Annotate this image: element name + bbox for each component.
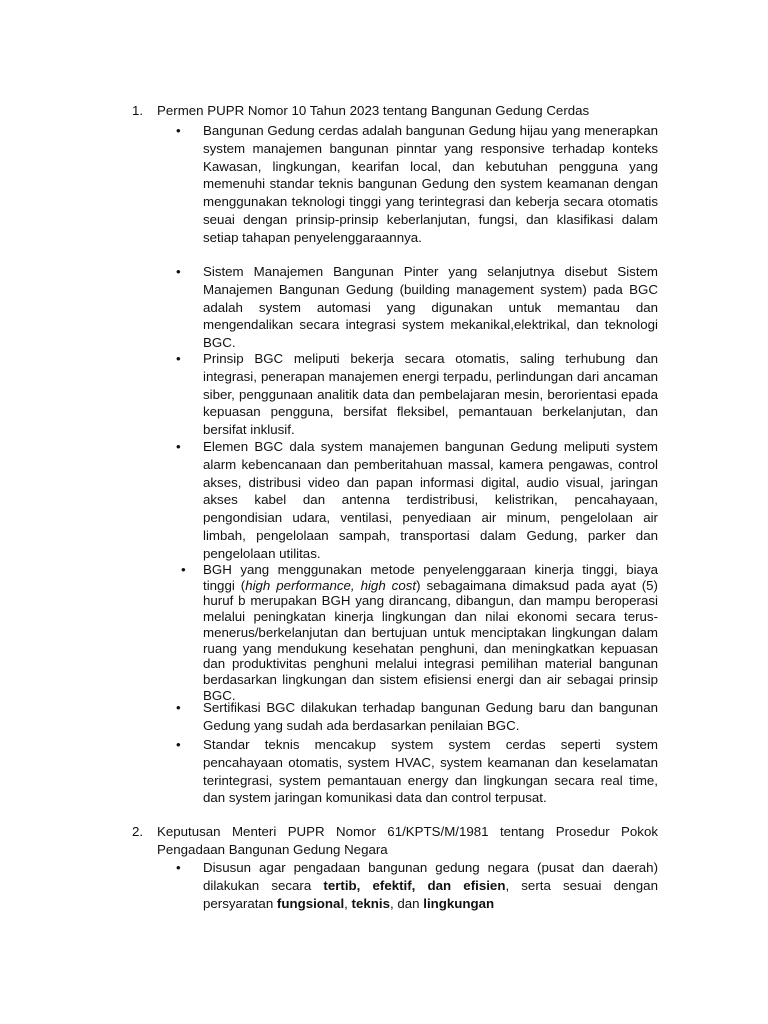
bullet-text-part: , bbox=[344, 895, 352, 911]
bullet-icon: • bbox=[176, 439, 181, 454]
bullet-icon: • bbox=[176, 860, 181, 875]
bullet-icon: • bbox=[181, 562, 186, 577]
bullet-text-bold: fungsional bbox=[276, 895, 345, 911]
bullet-text-part: BGH yang menggunakan metode penyelenggaraan kinerja tinggi, biaya tinggi ( bbox=[203, 562, 658, 593]
bullet-text: Standar teknis mencakup system system cerdas seperti system pencahayaan otomatis, system HVAC, system keamanan dan keselamatan terintegrasi, system pemantauan energy dan lingkungan secara real time, dan system jaringan komunikasi data dan control terpusat. bbox=[203, 737, 658, 806]
bullet-text-part: Disusun agar pengadaan bangunan gedung negara (pusat dan daerah) dilakukan secara bbox=[203, 860, 658, 893]
bullet-text: Prinsip BGC meliputi bekerja secara otomatis, saling terhubung dan integrasi, penerapan manajemen energi terpadu, perlindungan dari ancaman siber, penggunaan analitik data dan pembelajaran mesin, berorientasi epada kepuasan pengguna, bersifat fleksibel, pemantauan berkelanjutan, dan bersifat inklusif. bbox=[203, 351, 658, 438]
bullet-text-part: , dan bbox=[389, 895, 424, 911]
bullet-text bbox=[203, 562, 658, 703]
bullet-text: Elemen BGC dala system manajemen bangunan Gedung meliputi system alarm kebencanaan dan pemberitahuan massal, kamera pengawas, control akses, distribusi video dan papan informasi digital, audio visual, jaringan akses kabel dan antenna terdistribusi, kelistrikan, pencahayaan, pengondisian udara, ventilasi, penyediaan air minum, pengelolaan air limbah, pengelolaan sampah, transportasi dalam Gedung, parker dan pengelolaan utilitas. bbox=[203, 439, 658, 561]
list-item-title: Keputusan Menteri PUPR Nomor 61/KPTS/M/1981 tentang Prosedur Pokok Pengadaan Bangunan Gedung Negara bbox=[157, 824, 658, 857]
bullet-icon: • bbox=[176, 700, 181, 715]
bullet-text bbox=[203, 859, 658, 912]
bullet-icon: • bbox=[176, 351, 181, 366]
bullet-icon: • bbox=[176, 737, 181, 752]
bullet-text-bold: lingkungan bbox=[423, 895, 495, 911]
bullet-text-bold: tertib, efektif, dan efisien bbox=[323, 877, 506, 893]
bullet-text: Bangunan Gedung cerdas adalah bangunan Gedung hijau yang menerapkan system manajemen bangunan pinntar yang responsive terhadap konteks Kawasan, lingkungan, kearifan local, dan kebutuhan pengguna yang memenuhi standar teknis bangunan Gedung den system keamanan dengan menggunakan teknologi tinggi yang terintegrasi dan keberja secara otomatis seuai dengan prinsip-prinsip keberlanjutan, fungsi, dan klasifikasi dalam setiap tahapan penyelenggaraannya. bbox=[203, 123, 658, 245]
bullet-text: Sistem Manajemen Bangunan Pinter yang selanjutnya disebut Sistem Manajemen Bangunan Gedung (building management system) pada BGC adalah system automasi yang digunakan untuk memantau dan mengendalikan secara integrasi system mekanikal,elektrikal, dan teknologi BGC. bbox=[203, 264, 658, 351]
list-number: 2. bbox=[132, 824, 144, 839]
bullet-text-part: , serta sesuai dengan persyaratan bbox=[203, 877, 658, 911]
bullet-text-part: ) sebagaimana dimaksud pada ayat (5) huruf b merupakan BGH yang dirancang, dibangun, dan mampu beroperasi melalui peningkatan kinerja lingkungan dan nilai ekonomi secara terus-menerus/berkelanjutan dan bertujuan untuk menciptakan lingkungan dalam ruang yang mendukung kesehatan penghuni, dan meningkatkan kepuasan dan produktivitas penghuni melalui integrasi pemilihan material bangunan berdasarkan lingkungan dan sistem efisiensi energi dan air sebagai prinsip BGC. bbox=[203, 577, 658, 703]
bullet-text-bold: teknis bbox=[351, 895, 390, 911]
list-item-title: Permen PUPR Nomor 10 Tahun 2023 tentang Bangunan Gedung Cerdas bbox=[157, 103, 590, 118]
bullet-text: Sertifikasi BGC dilakukan terhadap bangunan Gedung baru dan bangunan Gedung yang sudah ada berdasarkan penilaian BGC. bbox=[203, 700, 658, 733]
bullet-icon: • bbox=[176, 264, 181, 279]
list-number: 1. bbox=[132, 103, 144, 118]
bullet-icon: • bbox=[176, 123, 181, 138]
bullet-text-italic: high performance, high cost bbox=[245, 577, 417, 593]
